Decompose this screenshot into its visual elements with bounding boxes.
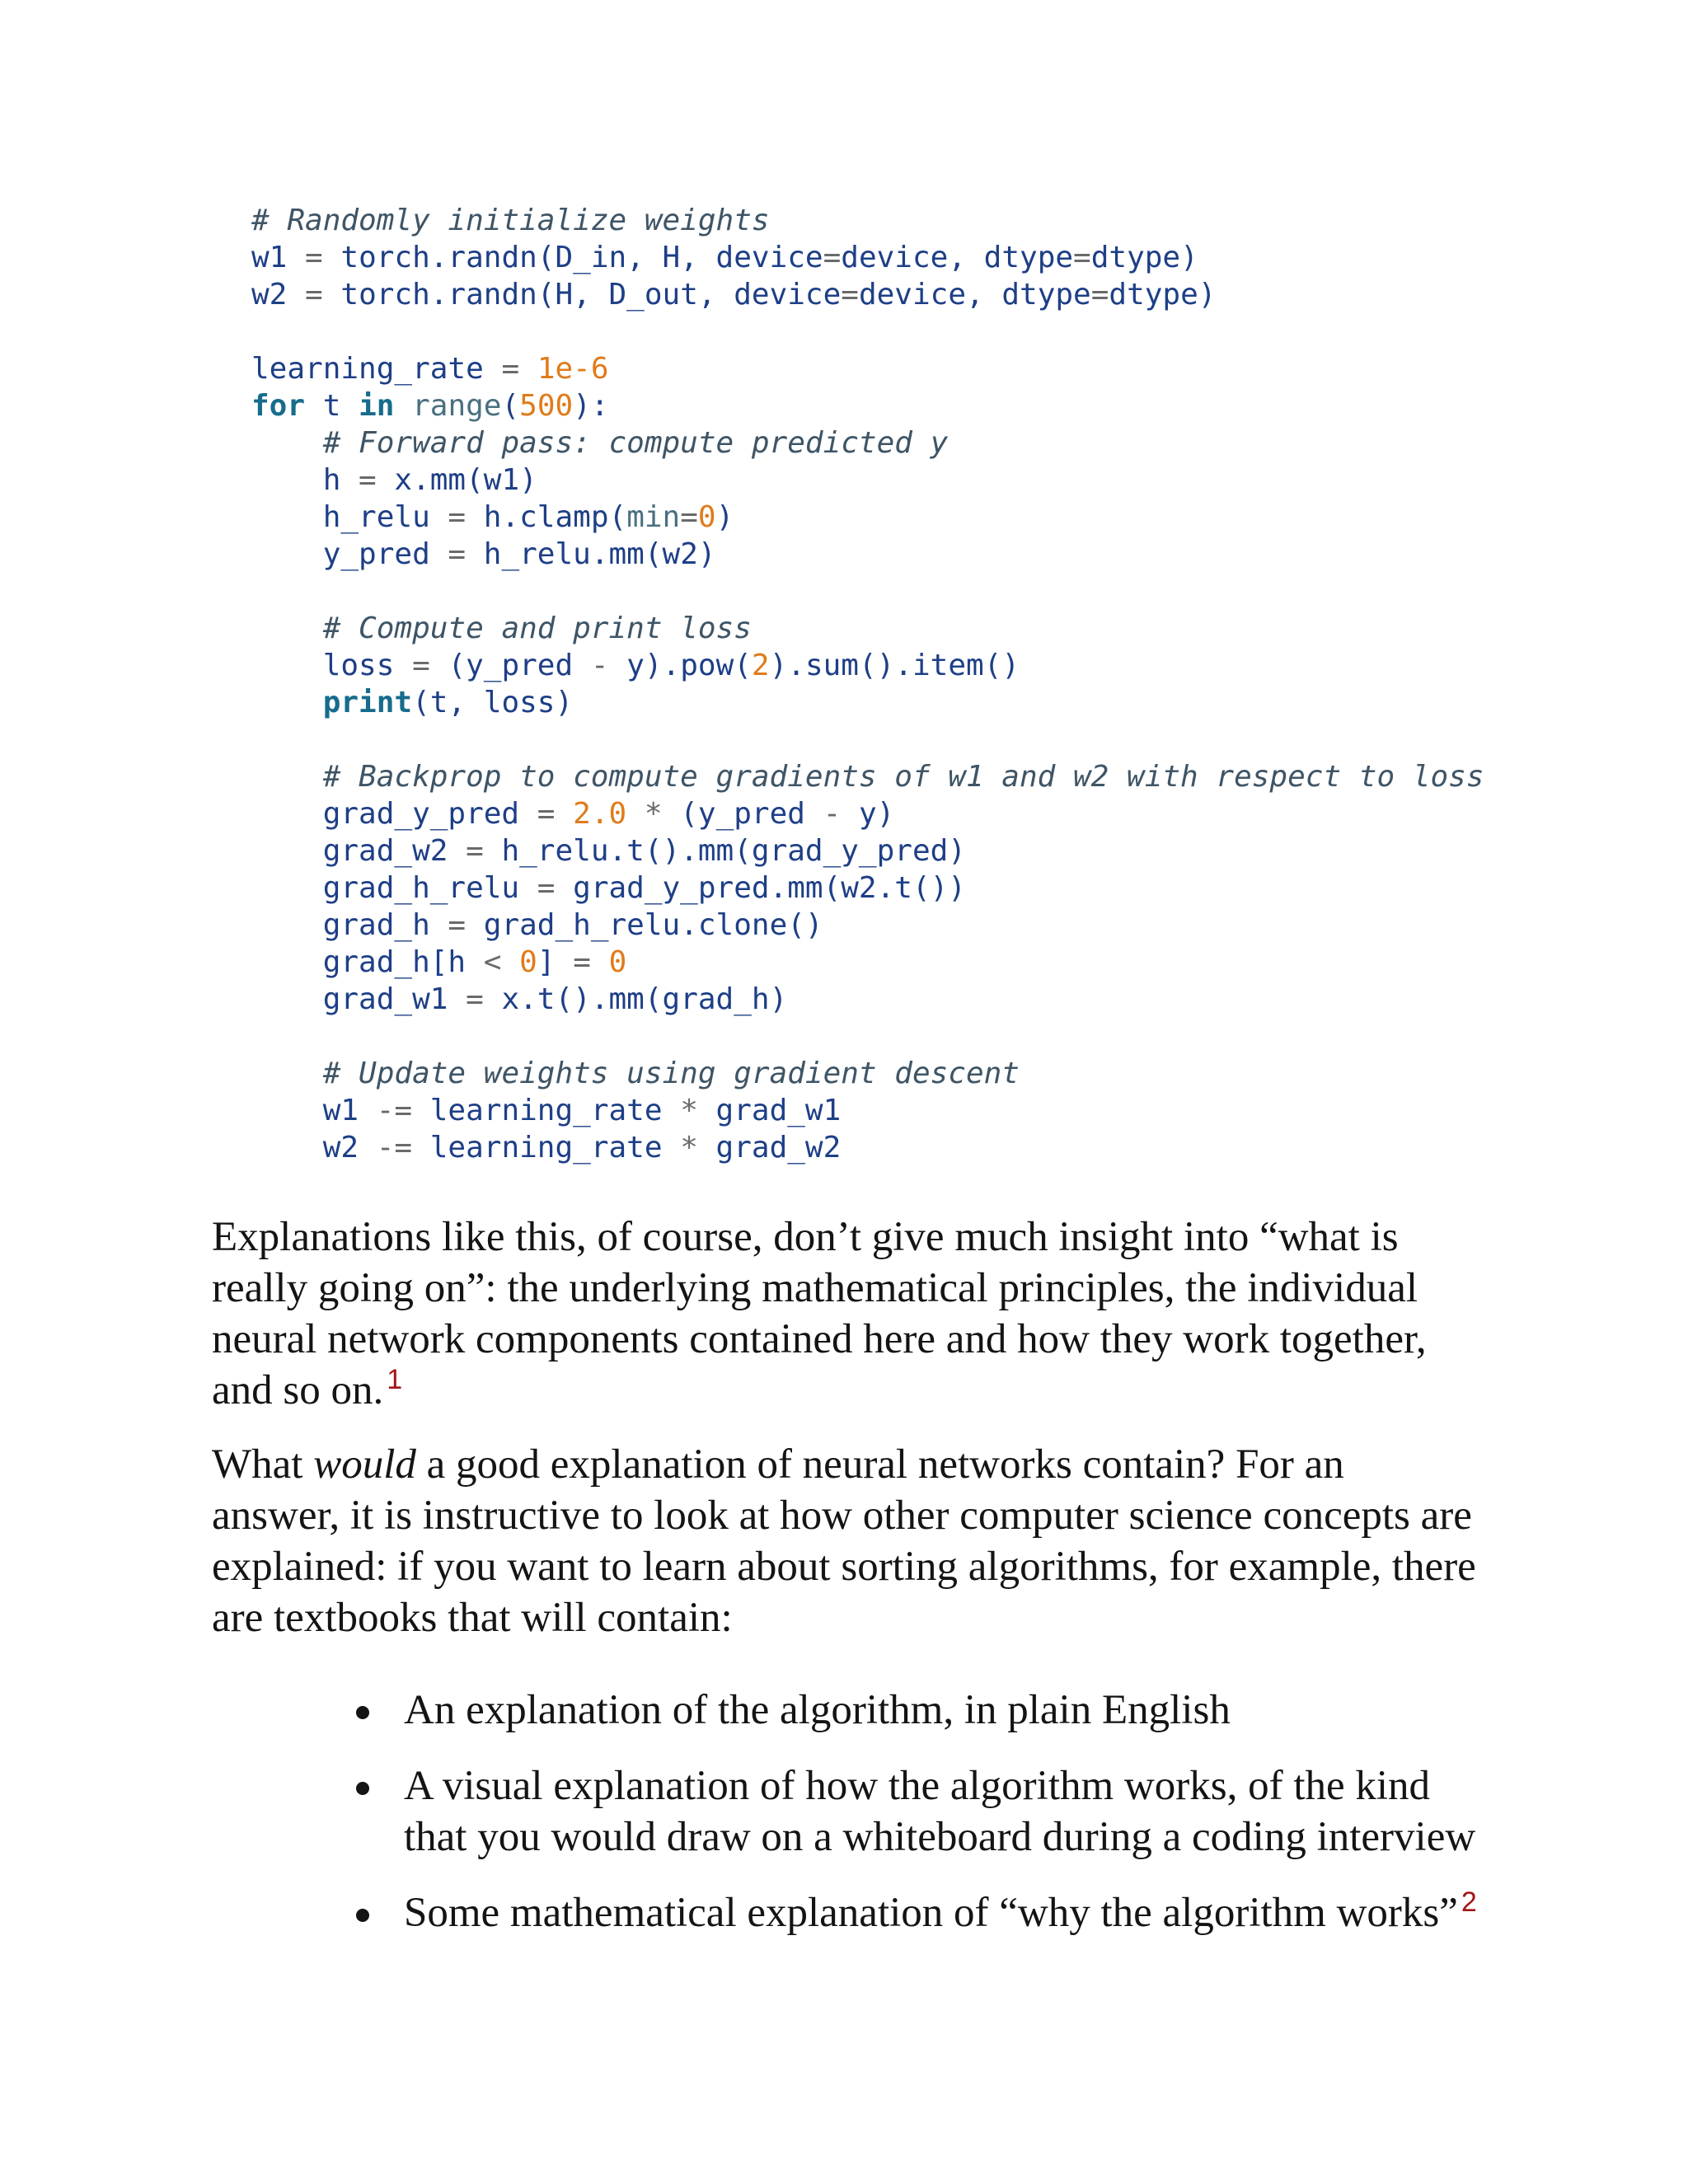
code-token: 500: [519, 389, 574, 423]
code-token: h_relu.t().mm(grad_y_pred): [483, 834, 966, 868]
code-token: 1e-6: [537, 352, 609, 386]
code-token: grad_w2: [251, 834, 467, 868]
code-token: [251, 686, 323, 719]
code-token: =: [573, 945, 591, 979]
code-line: [251, 239, 1339, 276]
code-token: ): [715, 500, 734, 534]
code-token: # Backprop to compute gradients of w1 and w2 with respect to loss: [322, 760, 1484, 794]
code-token: =: [537, 871, 556, 905]
paragraph-text-after: a good explanation of neural networks contain? For an answer, it is instructive to look at how other computer science concepts are explained: if you want to learn about sorting algorithms, for example, there are textbooks that will contain:: [212, 1441, 1476, 1641]
footnote-ref-1[interactable]: 1: [387, 1364, 403, 1395]
code-token: range: [412, 389, 502, 423]
code-token: min: [626, 500, 681, 534]
list-item-text: A visual explanation of how the algorithm works, of the kind that you would draw on a whiteboard during a coding interview: [404, 1763, 1476, 1860]
code-token: *: [680, 1131, 698, 1165]
code-token: (y_pred: [429, 649, 591, 682]
code-token: dtype): [1090, 241, 1198, 274]
code-token: =: [359, 463, 377, 497]
code-token: # Update weights using gradient descent: [322, 1057, 1020, 1090]
code-token: 0: [608, 945, 627, 979]
code-token: loss: [251, 649, 413, 682]
code-token: torch.randn(D_in, H, device: [322, 241, 823, 274]
code-token: grad_h[h: [251, 945, 484, 979]
code-line: [251, 1092, 1339, 1129]
code-line: [251, 424, 1339, 462]
code-token: =: [466, 834, 484, 868]
code-token: *: [644, 797, 663, 831]
code-token: [591, 945, 609, 979]
code-token: learning_rate: [412, 1094, 681, 1127]
bullet-dot-icon: [356, 1909, 369, 1922]
code-token: =: [680, 500, 698, 534]
code-token: [251, 426, 323, 460]
code-token: [394, 389, 412, 423]
code-token: x.t().mm(grad_h): [483, 982, 788, 1016]
code-token: device, dtype: [858, 278, 1091, 312]
code-line: [251, 462, 1339, 499]
code-token: h_relu: [251, 500, 448, 534]
code-token: 2.0: [573, 797, 627, 831]
code-token: grad_h_relu.clone(): [466, 908, 823, 942]
code-token: [251, 612, 323, 645]
code-token: 0: [519, 945, 537, 979]
code-line: [251, 276, 1339, 313]
code-token: =: [1090, 278, 1109, 312]
code-token: grad_w1: [697, 1094, 842, 1127]
code-token: [519, 352, 537, 386]
code-token: grad_w1: [251, 982, 467, 1016]
code-line: [251, 313, 1339, 350]
code-token: grad_y_pred.mm(w2.t()): [555, 871, 966, 905]
code-line: [251, 1055, 1339, 1092]
code-line: [251, 684, 1339, 721]
code-token: =: [841, 278, 859, 312]
code-token: [501, 945, 519, 979]
code-token: y).pow(: [608, 649, 752, 682]
code-line: [251, 795, 1339, 832]
code-token: *: [680, 1094, 698, 1127]
code-token: ):: [573, 389, 609, 423]
code-token: =: [448, 500, 467, 534]
code-line: [251, 758, 1484, 795]
bullet-dot-icon: [356, 1782, 369, 1795]
code-line: [251, 721, 1339, 758]
list-item-text: An explanation of the algorithm, in plain English: [404, 1687, 1231, 1733]
code-token: =: [823, 241, 842, 274]
code-token: ]: [537, 945, 574, 979]
code-token: h_relu.mm(w2): [466, 537, 716, 571]
code-token: y_pred: [251, 537, 448, 571]
code-token: -=: [376, 1131, 413, 1165]
code-token: grad_w2: [697, 1131, 842, 1165]
code-token: =: [305, 241, 323, 274]
code-token: w1: [251, 241, 306, 274]
emphasis-would: would: [313, 1441, 416, 1488]
code-token: =: [466, 982, 484, 1016]
code-line: [251, 387, 1339, 424]
bullet-dot-icon: [356, 1706, 369, 1719]
code-line: [251, 832, 1339, 869]
code-line: [251, 869, 1339, 907]
code-token: dtype): [1109, 278, 1217, 312]
paragraph-explanations: [212, 1212, 1481, 1416]
prose-section: [212, 1212, 1481, 1963]
code-line: [251, 647, 1339, 684]
code-token: (y_pred: [662, 797, 823, 831]
code-token: =: [501, 352, 520, 386]
code-token: w2: [251, 1131, 377, 1165]
list-item-text: Some mathematical explanation of “why the algorithm works”: [404, 1890, 1458, 1936]
code-token: for: [251, 389, 306, 423]
code-block: [251, 202, 1484, 1166]
code-line: [251, 536, 1339, 573]
code-token: =: [448, 537, 467, 571]
code-token: -: [823, 797, 842, 831]
code-line: [251, 499, 1339, 536]
code-token: device, dtype: [841, 241, 1074, 274]
code-line: [251, 350, 1339, 387]
code-token: grad_h: [251, 908, 448, 942]
code-token: =: [412, 649, 430, 682]
code-token: (: [501, 389, 520, 423]
code-token: learning_rate: [412, 1131, 681, 1165]
code-token: =: [1073, 241, 1091, 274]
code-line: [251, 907, 1339, 944]
code-token: print: [322, 686, 413, 719]
code-line: [251, 202, 1339, 239]
footnote-ref-2[interactable]: 2: [1461, 1886, 1477, 1918]
code-token: (t, loss): [412, 686, 574, 719]
list-item: [356, 1760, 1481, 1863]
code-token: w1: [251, 1094, 377, 1127]
code-token: [251, 1057, 323, 1090]
paragraph-text: Explanations like this, of course, don’t give much insight into “what is really going on”: the underlying mathematical principles, the individual neural network components contained here and how they work together, and so on.: [212, 1214, 1427, 1413]
code-token: t: [305, 389, 359, 423]
code-token: [251, 760, 323, 794]
code-token: 0: [697, 500, 716, 534]
code-line: [251, 1018, 1339, 1055]
code-token: <: [483, 945, 502, 979]
bullet-list: [212, 1685, 1481, 1938]
code-token: [555, 797, 573, 831]
code-token: h: [251, 463, 359, 497]
paragraph-text-before: What: [212, 1441, 314, 1488]
code-line: [251, 944, 1339, 981]
code-token: -=: [376, 1094, 413, 1127]
code-token: w2: [251, 278, 306, 312]
code-line: [251, 610, 1339, 647]
code-token: [626, 797, 645, 831]
code-line: [251, 981, 1339, 1018]
code-token: grad_h_relu: [251, 871, 537, 905]
code-token: 2: [751, 649, 770, 682]
code-token: -: [590, 649, 609, 682]
code-token: # Forward pass: compute predicted y: [322, 426, 949, 460]
list-item: [356, 1685, 1481, 1736]
code-token: y): [841, 797, 895, 831]
code-token: x.mm(w1): [376, 463, 537, 497]
code-token: h.clamp(: [466, 500, 627, 534]
list-item: [356, 1887, 1481, 1938]
code-token: grad_y_pred: [251, 797, 537, 831]
code-token: torch.randn(H, D_out, device: [322, 278, 842, 312]
code-token: in: [359, 389, 395, 423]
code-token: learning_rate: [251, 352, 502, 386]
code-token: ).sum().item(): [769, 649, 1020, 682]
code-line: [251, 573, 1339, 610]
code-line: [251, 1129, 1339, 1166]
code-token: # Compute and print loss: [322, 612, 752, 645]
code-token: =: [537, 797, 556, 831]
paragraph-good-explanation: [212, 1439, 1481, 1643]
code-token: # Randomly initialize weights: [251, 204, 770, 237]
code-token: =: [305, 278, 323, 312]
code-token: =: [448, 908, 467, 942]
